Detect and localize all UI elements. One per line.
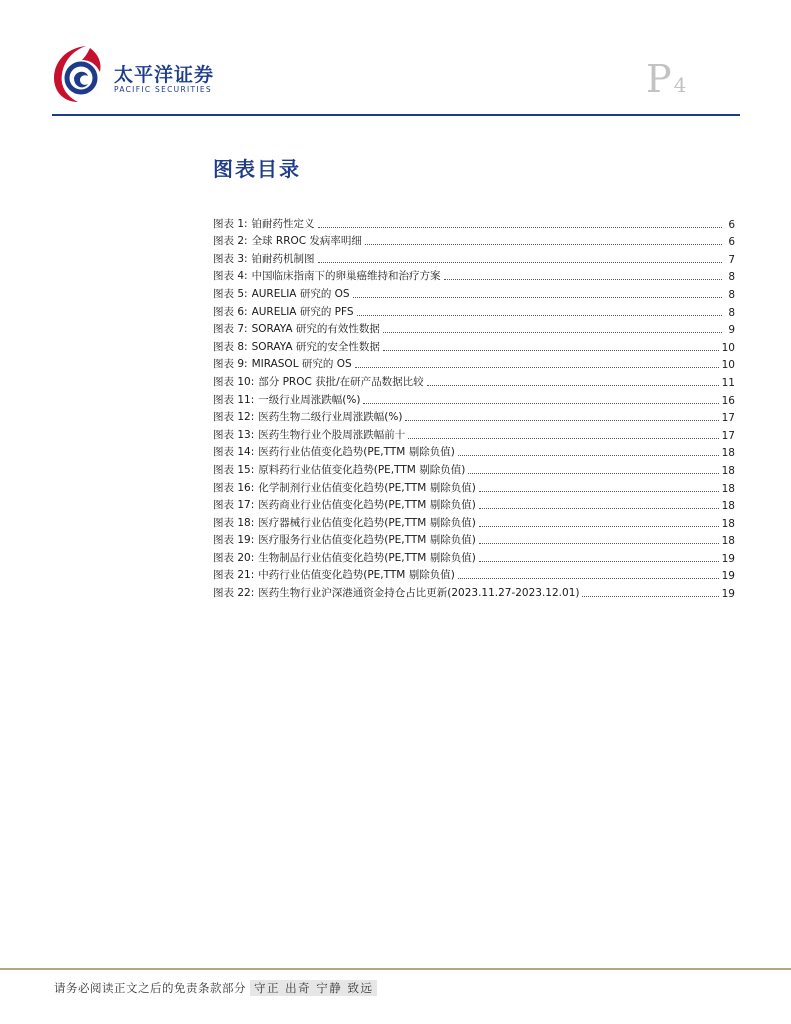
toc-entry[interactable] <box>213 459 735 477</box>
toc-entry-page: 6 <box>728 236 735 249</box>
footer-motto: 守正 出奇 宁静 致远 <box>250 980 377 996</box>
toc-entry-text: 全球 RROC 发病率明细 <box>251 235 362 248</box>
toc-entry-text: SORAYA 研究的有效性数据 <box>251 323 380 336</box>
pacific-securities-logo-icon <box>50 42 108 106</box>
toc-entry-text: 生物制品行业估值变化趋势(PE,TTM 剔除负值) <box>258 551 476 564</box>
toc-entry-text: 化学制剂行业估值变化趋势(PE,TTM 剔除负值) <box>258 481 476 494</box>
toc-entry-page: 10 <box>721 341 735 354</box>
toc-entry-label: 图表 7: <box>213 323 248 336</box>
toc-entry-text: 医药生物行业个股周涨跌幅前十 <box>258 428 406 441</box>
toc-entry-page: 8 <box>728 288 735 301</box>
toc-entry-text: SORAYA 研究的安全性数据 <box>251 340 380 353</box>
footer <box>54 980 377 996</box>
toc-leader-dots <box>468 472 718 474</box>
toc-entry-label: 图表 18: <box>213 516 255 529</box>
toc-entry-text: 医疗器械行业估值变化趋势(PE,TTM 剔除负值) <box>258 516 476 529</box>
toc-leader-dots <box>365 243 722 245</box>
toc-leader-dots <box>479 490 719 492</box>
toc-entry[interactable] <box>213 424 735 442</box>
toc-entry-page: 19 <box>721 588 735 601</box>
toc-entry-page: 8 <box>728 306 735 319</box>
toc-entry[interactable] <box>213 582 735 600</box>
toc-leader-dots <box>479 542 719 544</box>
toc-entry-label: 图表 1: <box>213 217 248 230</box>
toc-entry[interactable] <box>213 407 735 425</box>
toc-entry-label: 图表 6: <box>213 305 248 318</box>
toc-entry[interactable] <box>213 442 735 460</box>
brand-name-cn: 太平洋证券 <box>114 64 215 86</box>
toc-entry-label: 图表 19: <box>213 534 255 547</box>
toc-entry-text: MIRASOL 研究的 OS <box>251 358 352 371</box>
toc-entry-text: 中药行业估值变化趋势(PE,TTM 剔除负值) <box>258 569 455 582</box>
toc-entry[interactable] <box>213 319 735 337</box>
toc-entry[interactable] <box>213 477 735 495</box>
toc-leader-dots <box>363 402 718 404</box>
toc-entry-page: 8 <box>728 271 735 284</box>
toc-entry[interactable] <box>213 565 735 583</box>
toc-leader-dots <box>479 525 719 527</box>
page-prefix: P <box>646 57 672 101</box>
toc-entry[interactable] <box>213 354 735 372</box>
toc-entry[interactable] <box>213 301 735 319</box>
toc-entry[interactable] <box>213 371 735 389</box>
toc-leader-dots <box>458 454 719 456</box>
toc-entry-label: 图表 3: <box>213 252 248 265</box>
toc-entry-page: 6 <box>728 218 735 231</box>
page-number-value: 4 <box>673 73 687 97</box>
toc-entry-page: 9 <box>728 324 735 337</box>
toc-entry-label: 图表 20: <box>213 551 255 564</box>
toc-entry-text: 医药生物行业沪深港通资金持仓占比更新(2023.11.27-2023.12.01) <box>258 587 580 600</box>
toc-entry-text: 一级行业周涨跌幅(%) <box>258 393 361 406</box>
toc-entry-page: 18 <box>721 447 735 460</box>
toc-entry-label: 图表 2: <box>213 235 248 248</box>
toc-leader-dots <box>479 560 719 562</box>
toc-entry[interactable] <box>213 266 735 284</box>
toc-entry-label: 图表 10: <box>213 375 255 388</box>
toc-leader-dots <box>444 278 722 280</box>
toc-leader-dots <box>458 577 719 579</box>
toc-entry[interactable] <box>213 389 735 407</box>
brand-name-en: PACIFIC SECURITIES <box>114 85 212 94</box>
toc-entry-text: 铂耐药性定义 <box>251 217 315 230</box>
toc-entry-page: 17 <box>721 429 735 442</box>
toc-leader-dots <box>408 437 718 439</box>
toc-leader-dots <box>427 384 719 386</box>
toc-entry-label: 图表 17: <box>213 499 255 512</box>
toc-entry[interactable] <box>213 336 735 354</box>
toc-entry-page: 10 <box>721 359 735 372</box>
toc-entry-text: 医药生物二级行业周涨跌幅(%) <box>258 411 403 424</box>
toc-entry-label: 图表 22: <box>213 587 255 600</box>
toc-leader-dots <box>318 226 722 228</box>
toc-entry-page: 18 <box>721 464 735 477</box>
toc-entry-page: 19 <box>721 570 735 583</box>
toc-list <box>213 213 735 600</box>
toc-entry-label: 图表 8: <box>213 340 248 353</box>
toc-leader-dots <box>353 296 722 298</box>
toc-leader-dots <box>479 507 719 509</box>
toc-entry-text: 中国临床指南下的卵巢癌维持和治疗方案 <box>251 270 441 283</box>
toc-leader-dots <box>582 595 718 597</box>
page-number <box>646 57 687 101</box>
toc-entry-text: 医药行业估值变化趋势(PE,TTM 剔除负值) <box>258 446 455 459</box>
footer-divider <box>0 968 791 970</box>
toc-entry-label: 图表 14: <box>213 446 255 459</box>
toc-entry[interactable] <box>213 547 735 565</box>
header-divider <box>52 114 740 116</box>
page-header <box>0 0 791 118</box>
toc-entry-page: 11 <box>721 376 735 389</box>
toc-entry-text: AURELIA 研究的 PFS <box>251 305 354 318</box>
toc-entry-label: 图表 21: <box>213 569 255 582</box>
toc-entry-label: 图表 9: <box>213 358 248 371</box>
toc-entry-label: 图表 13: <box>213 428 255 441</box>
toc-entry-text: 部分 PROC 获批/在研产品数据比较 <box>258 375 424 388</box>
company-logo <box>50 42 250 106</box>
toc-entry-page: 18 <box>721 517 735 530</box>
toc-entry-label: 图表 12: <box>213 411 255 424</box>
toc-entry-label: 图表 5: <box>213 287 248 300</box>
toc-entry-page: 18 <box>721 500 735 513</box>
toc-entry-page: 16 <box>721 394 735 407</box>
toc-entry-text: 医疗服务行业估值变化趋势(PE,TTM 剔除负值) <box>258 534 476 547</box>
toc-leader-dots <box>357 314 722 316</box>
toc-entry-page: 18 <box>721 482 735 495</box>
toc-leader-dots <box>355 366 719 368</box>
toc-entry-page: 18 <box>721 535 735 548</box>
toc-entry[interactable] <box>213 495 735 513</box>
toc-entry-label: 图表 4: <box>213 270 248 283</box>
toc-entry-page: 17 <box>721 412 735 425</box>
toc-entry-text: 原料药行业估值变化趋势(PE,TTM 剔除负值) <box>258 463 466 476</box>
toc-entry[interactable] <box>213 512 735 530</box>
toc-entry[interactable] <box>213 248 735 266</box>
footer-disclaimer: 请务必阅读正文之后的免责条款部分 <box>54 981 246 995</box>
toc-entry-page: 19 <box>721 552 735 565</box>
toc-entry-text: AURELIA 研究的 OS <box>251 287 350 300</box>
toc-leader-dots <box>383 349 719 351</box>
toc-leader-dots <box>318 261 722 263</box>
toc-entry-label: 图表 15: <box>213 463 255 476</box>
toc-entry-page: 7 <box>728 253 735 266</box>
toc-entry-label: 图表 16: <box>213 481 255 494</box>
toc-leader-dots <box>405 419 718 421</box>
toc-entry-label: 图表 11: <box>213 393 255 406</box>
toc-entry-text: 铂耐药机制图 <box>251 252 315 265</box>
toc-entry-text: 医药商业行业估值变化趋势(PE,TTM 剔除负值) <box>258 499 476 512</box>
toc-leader-dots <box>383 331 722 333</box>
toc-entry[interactable] <box>213 213 735 231</box>
toc-entry[interactable] <box>213 530 735 548</box>
toc-title: 图表目录 <box>213 157 301 181</box>
toc-entry[interactable] <box>213 231 735 249</box>
toc-entry[interactable] <box>213 283 735 301</box>
